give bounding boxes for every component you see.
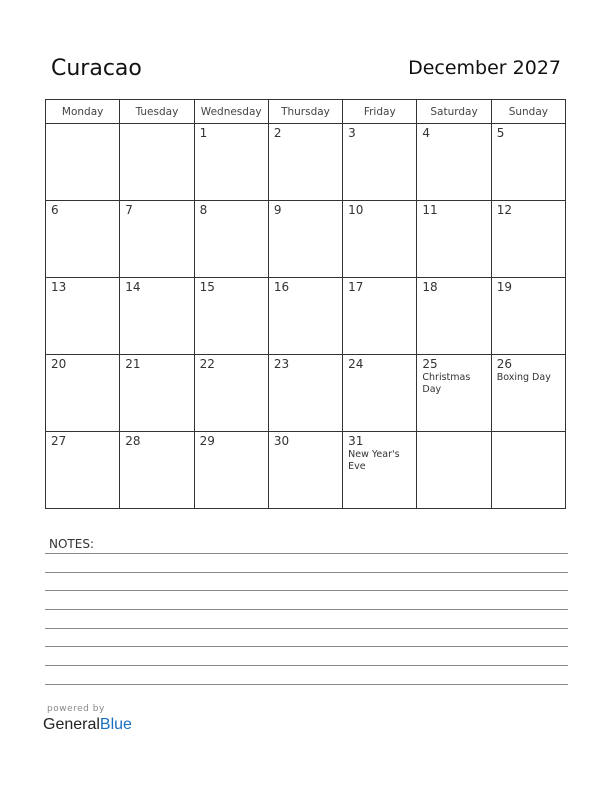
day-cell xyxy=(491,355,565,432)
day-cell xyxy=(46,355,120,432)
day-cell xyxy=(46,278,120,355)
day-number: 10 xyxy=(348,203,364,217)
day-number: 31 xyxy=(348,434,364,448)
holiday-label: New Year's Eve xyxy=(348,449,400,472)
note-line xyxy=(45,628,568,629)
day-number: 21 xyxy=(125,357,141,371)
weekday-wednesday: Wednesday xyxy=(194,100,268,124)
note-line xyxy=(45,590,568,591)
day-number: 3 xyxy=(348,126,356,140)
day-number: 26 xyxy=(496,357,512,371)
weekday-monday: Monday xyxy=(46,100,120,124)
day-number: 8 xyxy=(199,203,208,217)
day-number: 25 xyxy=(422,357,438,371)
day-number: 28 xyxy=(125,434,141,448)
day-number: 9 xyxy=(273,203,282,217)
powered-by-text: powered by xyxy=(47,704,105,714)
holiday-label: Christmas Day xyxy=(422,372,471,395)
day-number: 14 xyxy=(125,280,141,294)
note-line xyxy=(45,572,568,573)
day-number: 20 xyxy=(51,357,67,371)
day-number: 1 xyxy=(199,126,208,140)
day-number: 19 xyxy=(496,280,512,294)
day-cell xyxy=(120,355,194,432)
day-cell xyxy=(268,124,342,201)
brand-general: General xyxy=(43,716,100,733)
weekday-thursday: Thursday xyxy=(268,100,342,124)
day-number: 22 xyxy=(199,357,215,371)
week-row xyxy=(46,124,566,201)
weekday-saturday: Saturday xyxy=(417,100,491,124)
weekday-tuesday: Tuesday xyxy=(120,100,194,124)
day-cell xyxy=(343,278,417,355)
day-cell xyxy=(417,278,491,355)
note-line xyxy=(45,609,568,610)
day-cell xyxy=(343,124,417,201)
week-row xyxy=(46,201,566,278)
day-number: 30 xyxy=(273,434,290,448)
month-title: December 2027 xyxy=(408,57,561,79)
weekday-header-row xyxy=(46,100,566,124)
day-number: 16 xyxy=(273,280,290,294)
generalblue-logo xyxy=(43,716,132,734)
day-cell xyxy=(491,124,565,201)
day-number: 11 xyxy=(422,203,438,217)
day-cell xyxy=(194,278,268,355)
day-cell xyxy=(194,432,268,509)
day-cell xyxy=(46,124,120,201)
day-cell xyxy=(417,432,491,509)
day-cell xyxy=(268,432,342,509)
day-number: 29 xyxy=(199,434,215,448)
day-number: 15 xyxy=(199,280,215,294)
day-cell xyxy=(268,201,342,278)
day-number: 2 xyxy=(273,126,282,140)
day-cell xyxy=(46,432,120,509)
note-line xyxy=(45,665,568,666)
day-number: 27 xyxy=(51,434,67,448)
day-cell xyxy=(120,432,194,509)
day-cell xyxy=(417,355,491,432)
week-row xyxy=(46,355,566,432)
day-cell xyxy=(417,201,491,278)
day-number: 4 xyxy=(422,126,431,140)
day-cell xyxy=(343,432,417,509)
week-row xyxy=(46,432,566,509)
day-cell xyxy=(194,124,268,201)
day-number: 24 xyxy=(348,357,364,371)
week-row xyxy=(46,278,566,355)
day-cell xyxy=(268,355,342,432)
day-cell xyxy=(343,201,417,278)
day-cell xyxy=(120,278,194,355)
day-number: 5 xyxy=(496,126,505,140)
day-cell xyxy=(194,201,268,278)
day-cell xyxy=(46,201,120,278)
day-number: 6 xyxy=(51,203,59,217)
weekday-friday: Friday xyxy=(343,100,417,124)
day-cell xyxy=(194,355,268,432)
day-number: 12 xyxy=(496,203,512,217)
day-cell xyxy=(343,355,417,432)
notes-label: NOTES: xyxy=(49,537,94,551)
day-cell xyxy=(120,124,194,201)
country-title: Curacao xyxy=(51,56,142,81)
weekday-sunday: Sunday xyxy=(491,100,565,124)
day-number: 17 xyxy=(348,280,364,294)
note-line xyxy=(45,553,568,554)
day-number: 18 xyxy=(422,280,438,294)
note-line xyxy=(45,646,568,647)
day-cell xyxy=(491,432,565,509)
holiday-label: Boxing Day xyxy=(496,372,551,383)
day-cell xyxy=(491,278,565,355)
day-cell xyxy=(120,201,194,278)
day-number: 23 xyxy=(273,357,290,371)
note-line xyxy=(45,684,568,685)
day-number: 13 xyxy=(51,280,67,294)
day-cell xyxy=(491,201,565,278)
calendar-grid xyxy=(45,99,566,509)
brand-blue: Blue xyxy=(99,716,132,733)
day-cell xyxy=(268,278,342,355)
day-number: 7 xyxy=(125,203,133,217)
day-cell xyxy=(417,124,491,201)
